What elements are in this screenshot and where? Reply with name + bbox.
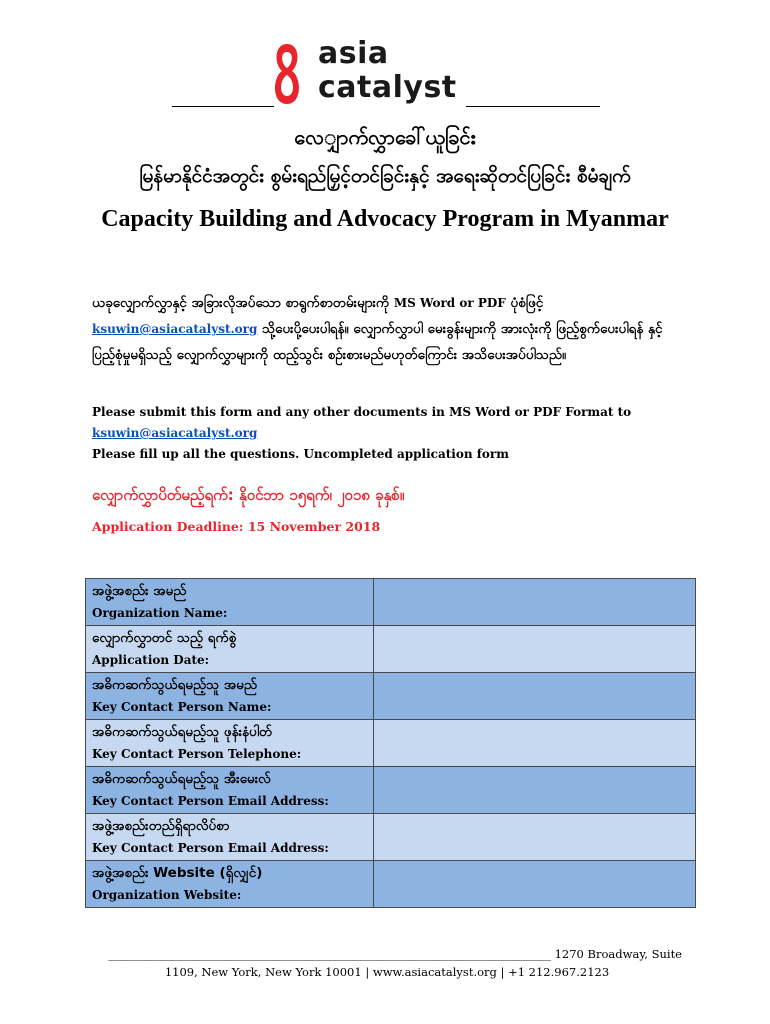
form-row-label bbox=[86, 579, 374, 626]
form-row bbox=[86, 579, 696, 626]
form-label-english: Application Date: bbox=[92, 653, 210, 667]
header-rule-right bbox=[466, 106, 600, 107]
form-label-burmese: အဖွဲ့အစည်း အမည် bbox=[92, 583, 187, 599]
form-input-cell[interactable] bbox=[374, 673, 696, 720]
intro-english bbox=[92, 402, 692, 465]
intro-english-email-link[interactable]: ksuwin@asiacatalyst.org bbox=[92, 426, 258, 440]
intro-burmese-part3: သို့ပေးပို့ပေးပါရန်။ လျှောက်လွှာပါ မေးခွန်းများကို အားလုံးကို ဖြည့်စွက်ပေးပါရန် နှင့် ပြည့်စုံမှုမရှိသည့် လျှောက်လွှာများကို ထည့်သွင်း စဉ်းစားမည်မဟုတ်ကြောင်း အသိပေးအပ်ပါသည်။ bbox=[92, 321, 663, 363]
asia-catalyst-logo bbox=[270, 38, 470, 114]
form-row bbox=[86, 673, 696, 720]
form-input-cell[interactable] bbox=[374, 861, 696, 908]
form-input-cell[interactable] bbox=[374, 814, 696, 861]
title-english: Capacity Building and Advocacy Program in Myanmar bbox=[101, 206, 669, 232]
deadline-english: Application Deadline: 15 November 2018 bbox=[92, 519, 381, 534]
intro-burmese-format: MS Word or PDF bbox=[393, 296, 506, 310]
logo-line-catalyst: catalyst bbox=[318, 70, 457, 105]
footer-line1: _____________________________________________________________________________ 1270 Broadway, Suite bbox=[108, 947, 682, 961]
form-label-burmese: အဓိကဆက်သွယ်ရမည့်သူ အမည် bbox=[92, 677, 258, 693]
page-footer bbox=[92, 945, 682, 981]
form-row bbox=[86, 626, 696, 673]
intro-burmese-email-link[interactable]: ksuwin@asiacatalyst.org bbox=[92, 322, 258, 336]
form-label-burmese: အဓိကဆက်သွယ်ရမည့်သူ အီးမေးလ် bbox=[92, 771, 271, 787]
form-label-english: Key Contact Person Name: bbox=[92, 700, 272, 714]
form-row-label bbox=[86, 720, 374, 767]
logo-line-asia: asia bbox=[318, 36, 389, 71]
form-input-cell[interactable] bbox=[374, 767, 696, 814]
intro-burmese bbox=[92, 290, 692, 368]
form-label-burmese: လျှောက်လွှာတင် သည့် ရက်စွဲ bbox=[92, 630, 237, 646]
form-label-english: Organization Name: bbox=[92, 606, 228, 620]
intro-english-line3: Please fill up all the questions. Uncompleted application form bbox=[92, 447, 509, 461]
form-label-english: Key Contact Person Telephone: bbox=[92, 747, 302, 761]
form-row bbox=[86, 861, 696, 908]
form-row bbox=[86, 767, 696, 814]
form-row-label bbox=[86, 861, 374, 908]
form-label-english: Key Contact Person Email Address: bbox=[92, 794, 329, 808]
intro-burmese-part2: ပုံစံဖြင့် bbox=[505, 295, 544, 311]
form-row bbox=[86, 720, 696, 767]
page-header bbox=[0, 0, 770, 115]
form-label-burmese: အဖွဲ့အစည်း Website (ရှိလျှင်) bbox=[92, 865, 263, 881]
form-label-english: Key Contact Person Email Address: bbox=[92, 841, 329, 855]
form-input-cell[interactable] bbox=[374, 626, 696, 673]
form-label-burmese: အဖွဲ့အစည်းတည်ရှိရာလိပ်စာ bbox=[92, 818, 230, 834]
form-row bbox=[86, 814, 696, 861]
footer-line2: 1109, New York, New York 10001 | www.asiacatalyst.org | +1 212.967.2123 bbox=[164, 965, 610, 979]
form-row-label bbox=[86, 626, 374, 673]
form-row-label bbox=[86, 673, 374, 720]
form-label-english: Organization Website: bbox=[92, 888, 242, 902]
form-row-label bbox=[86, 814, 374, 861]
logo-wordmark bbox=[318, 38, 457, 106]
application-form-table bbox=[85, 578, 696, 908]
title-burmese-line-1: လေျှာက်လွှာခေါ်ယူခြင်း bbox=[294, 125, 476, 149]
form-input-cell[interactable] bbox=[374, 579, 696, 626]
logo-mark-icon bbox=[270, 42, 304, 106]
title-burmese-line-2: မြန်မာနိုင်ငံအတွင်း စွမ်းရည်မြှင့်တင်ခြင်းနှင့် အရေးဆိုတင်ပြခြင်း စီမံချက် bbox=[139, 165, 631, 187]
form-label-burmese: အဓိကဆက်သွယ်ရမည့်သူ ဖုန်းနံပါတ် bbox=[92, 724, 273, 740]
form-input-cell[interactable] bbox=[374, 720, 696, 767]
header-rule-left bbox=[172, 106, 274, 107]
intro-english-line1: Please submit this form and any other documents in MS Word or PDF Format to bbox=[92, 405, 632, 419]
deadline-burmese: လျှောက်လွှာပိတ်မည့်ရက်: နိုဝင်ဘာ ၁၅ရက်၊ ၂၀၁၈ ခုနှစ်။ bbox=[92, 486, 405, 504]
form-row-label bbox=[86, 767, 374, 814]
intro-burmese-part1: ယခုလျှောက်လွှာနှင့် အခြားလိုအပ်သော စာရွက်စာတမ်းများကို bbox=[92, 295, 394, 311]
